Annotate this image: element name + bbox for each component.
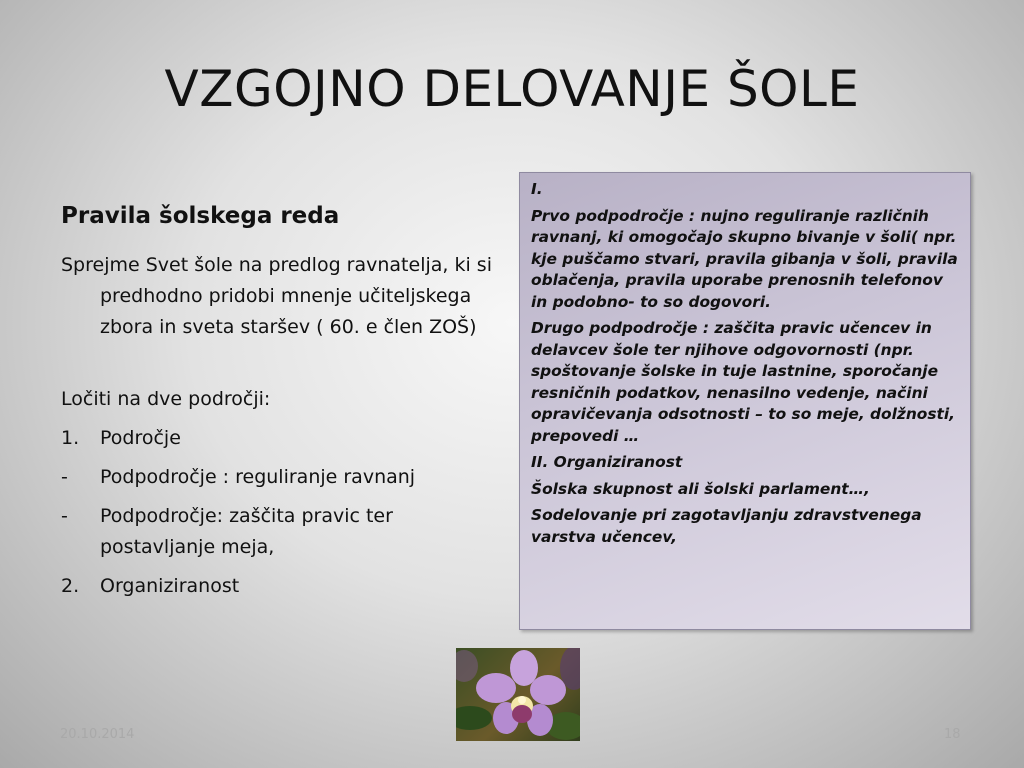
content-box [519,172,971,630]
footer-date: 20.10.2014 [60,727,135,742]
left-content [61,250,501,602]
box-paragraph: Sodelovanje pri zagotavljanju zdravstvenega varstva učencev, [531,506,922,546]
list-item [61,423,501,454]
list-text: Podpodročje : reguliranje ravnanj [100,466,416,488]
divide-line: Ločiti na dve področji: [61,388,271,410]
box-paragraph: I. [531,180,543,198]
list-marker: - [61,505,68,527]
list-item [61,571,501,602]
list-item [61,501,501,563]
list-marker: 2. [61,575,80,597]
list-marker: - [61,466,68,488]
box-paragraph: Šolska skupnost ali šolski parlament…, [531,479,870,498]
intro-paragraph: Sprejme Svet šole na predlog ravnatelja, ki si predhodno pridobi mnenje učiteljskega zbora in sveta staršev ( 60. e člen ZOŠ) [61,254,492,338]
slide-number: 18 [944,727,961,742]
list-text: Področje [100,427,181,449]
slide-title: VZGOJNO DELOVANJE ŠOLE [164,60,860,118]
box-paragraph: II. Organiziranost [531,453,683,471]
list-marker: 1. [61,427,80,449]
box-paragraph: Drugo podpodročje : zaščita pravic učencev in delavcev šole ter njihove odgovornosti (npr. spoštovanje šolske in tuje lastnine, sporočanje resničnih podatkov, nenasilno vedenje, načini opravičevanja odsotnosti – to so meje, dolžnosti, prepovedi … [531,319,956,445]
box-paragraph: Prvo podpodročje : nujno reguliranje različnih ravnanj, ki omogočajo skupno bivanje v šoli( npr. kje puščamo stvari, pravila gibanja v šoli, pravila oblačenja, pravila uporabe prenosnih telefonov in podobno- to so dogovori. [531,206,958,311]
orchid-photo-icon [456,648,580,741]
list-text: Podpodročje: zaščita pravic ter postavljanje meja, [100,505,393,558]
list-text: Organiziranost [100,575,240,597]
section-heading: Pravila šolskega reda [61,203,340,229]
list-item [61,462,501,493]
